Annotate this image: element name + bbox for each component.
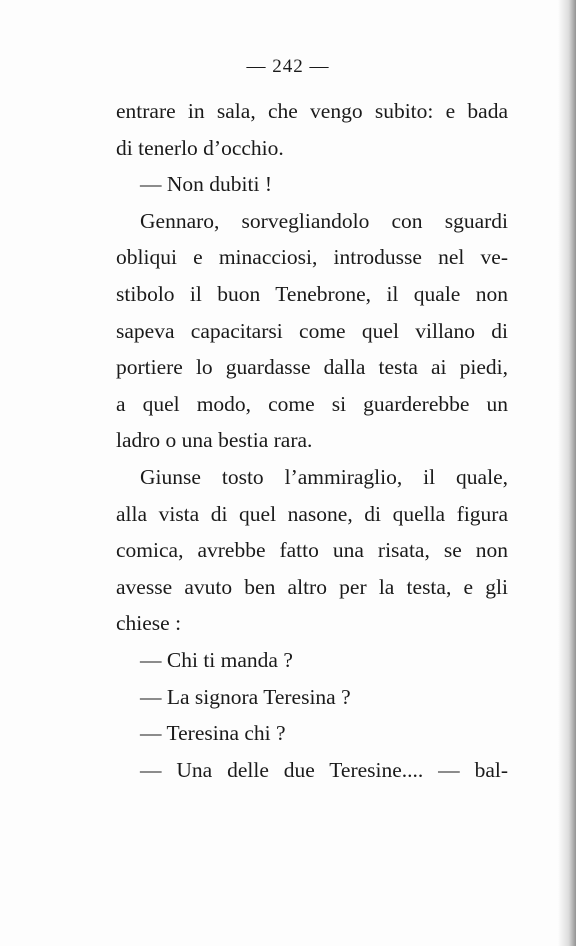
text-line: — Una delle due Teresine.... — bal- [140, 757, 508, 782]
text-line: alla vista di quel nasone, di quella figura [116, 501, 508, 526]
text-line: Gennaro, sorvegliandolo con sguardi [140, 208, 508, 233]
body-text [116, 93, 508, 788]
text-line: obliqui e minacciosi, introdusse nel ve- [116, 245, 508, 270]
text-line: di tenerlo d’occhio. [116, 135, 284, 160]
text-line: sapeva capacitarsi come quel villano di [116, 318, 508, 343]
text-line: portiere lo guardasse dalla testa ai piedi, [116, 355, 508, 380]
text-line: chiese : [116, 611, 182, 636]
text-line: a quel modo, come si guarderebbe un [116, 391, 508, 416]
page-number: — 242 — [246, 56, 330, 77]
text-line: entrare in sala, che vengo subito: e bada [116, 99, 508, 123]
text-line: — Chi ti manda ? [140, 647, 293, 672]
text-line: comica, avrebbe fatto una risata, se non [116, 538, 508, 563]
page-edge-shadow [558, 0, 576, 946]
text-line: ladro o una bestia rara. [116, 428, 313, 453]
text-line: — Teresina chi ? [140, 721, 286, 746]
text-line: — La signora Teresina ? [140, 684, 351, 709]
text-line: avesse avuto ben altro per la testa, e gli [116, 574, 508, 599]
text-line: stibolo il buon Tenebrone, il quale non [116, 281, 508, 306]
text-line: — Non dubiti ! [140, 172, 272, 197]
text-line: Giunse tosto l’ammiraglio, il quale, [140, 464, 508, 489]
